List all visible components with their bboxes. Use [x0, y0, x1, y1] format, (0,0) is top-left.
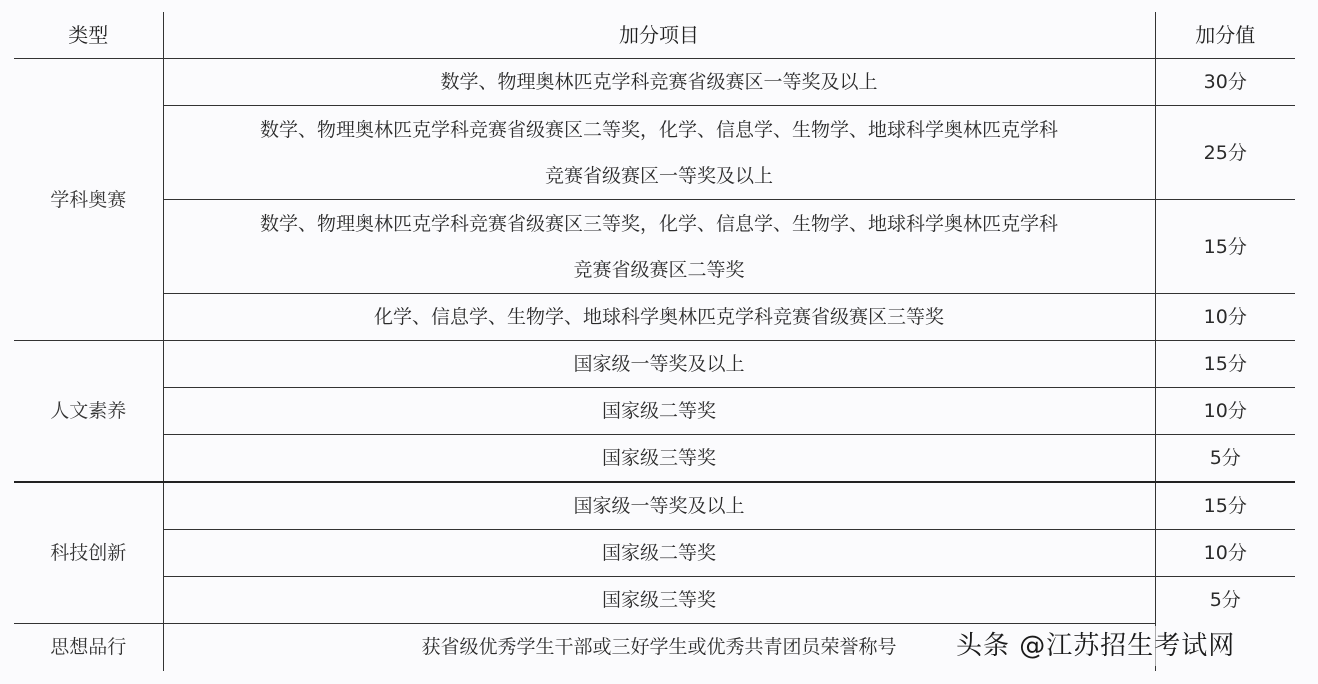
- table-row: [14, 388, 1295, 435]
- category-cell: 学科奥赛: [14, 59, 163, 341]
- item-text: 国家级二等奖: [601, 400, 716, 422]
- item-text: 国家级三等奖: [601, 589, 716, 611]
- value-cell: 15分: [1155, 200, 1295, 294]
- table-row: [14, 435, 1295, 483]
- item-cell: [163, 341, 1155, 388]
- category-cell: 科技创新: [14, 482, 163, 624]
- item-cell: [163, 482, 1155, 530]
- table-row: [14, 294, 1295, 341]
- value-cell: 15分: [1155, 341, 1295, 388]
- item-cell: [163, 577, 1155, 624]
- item-text: 竞赛省级赛区一等奖及以上: [544, 164, 773, 187]
- item-cell: [163, 435, 1155, 483]
- value-cell: 5分: [1155, 577, 1295, 624]
- category-cell: 人文素养: [14, 341, 163, 483]
- value-cell: 30分: [1155, 59, 1295, 106]
- bonus-points-table: [14, 12, 1295, 671]
- value-cell: 15分: [1155, 482, 1295, 530]
- item-cell: [163, 106, 1155, 200]
- item-text: 数学、物理奥林匹克学科竞赛省级赛区二等奖，化学、信息学、生物学、地球科学奥林匹克学科: [259, 118, 1058, 141]
- item-text: 数学、物理奥林匹克学科竞赛省级赛区一等奖及以上: [440, 71, 878, 93]
- category-cell: 思想品行: [14, 624, 163, 671]
- item-text: 国家级一等奖及以上: [573, 495, 745, 517]
- table-row: [14, 200, 1295, 294]
- item-cell: [163, 200, 1155, 294]
- item-text: 国家级三等奖: [601, 447, 716, 469]
- value-cell: 25分: [1155, 106, 1295, 200]
- table-row: [14, 59, 1295, 106]
- value-cell: 5分: [1155, 435, 1295, 483]
- item-text: 国家级一等奖及以上: [573, 353, 745, 375]
- item-text: 化学、信息学、生物学、地球科学奥林匹克学科竞赛省级赛区三等奖: [373, 306, 944, 328]
- item-cell: [163, 59, 1155, 106]
- table-row: [14, 106, 1295, 200]
- item-text: 竞赛省级赛区二等奖: [573, 258, 745, 281]
- header-item: 加分项目: [163, 12, 1155, 59]
- item-cell: [163, 294, 1155, 341]
- header-type: 类型: [68, 23, 109, 47]
- item-text: 获省级优秀学生干部或三好学生或优秀共青团员荣誉称号: [421, 636, 897, 659]
- item-text: 数学、物理奥林匹克学科竞赛省级赛区三等奖，化学、信息学、生物学、地球科学奥林匹克学科: [259, 212, 1058, 235]
- table-row: [14, 341, 1295, 388]
- item-cell: [163, 388, 1155, 435]
- table-header-row: [14, 12, 1295, 59]
- value-cell: 10分: [1155, 388, 1295, 435]
- header-value: 加分值: [1155, 12, 1295, 59]
- value-cell: 10分: [1155, 294, 1295, 341]
- value-cell: 10分: [1155, 530, 1295, 577]
- table-row: [14, 530, 1295, 577]
- table-row: [14, 577, 1295, 624]
- watermark-text: 头条 @江苏招生考试网: [956, 626, 1235, 666]
- item-cell: [163, 530, 1155, 577]
- table-row: [14, 482, 1295, 530]
- item-text: 国家级二等奖: [601, 542, 716, 564]
